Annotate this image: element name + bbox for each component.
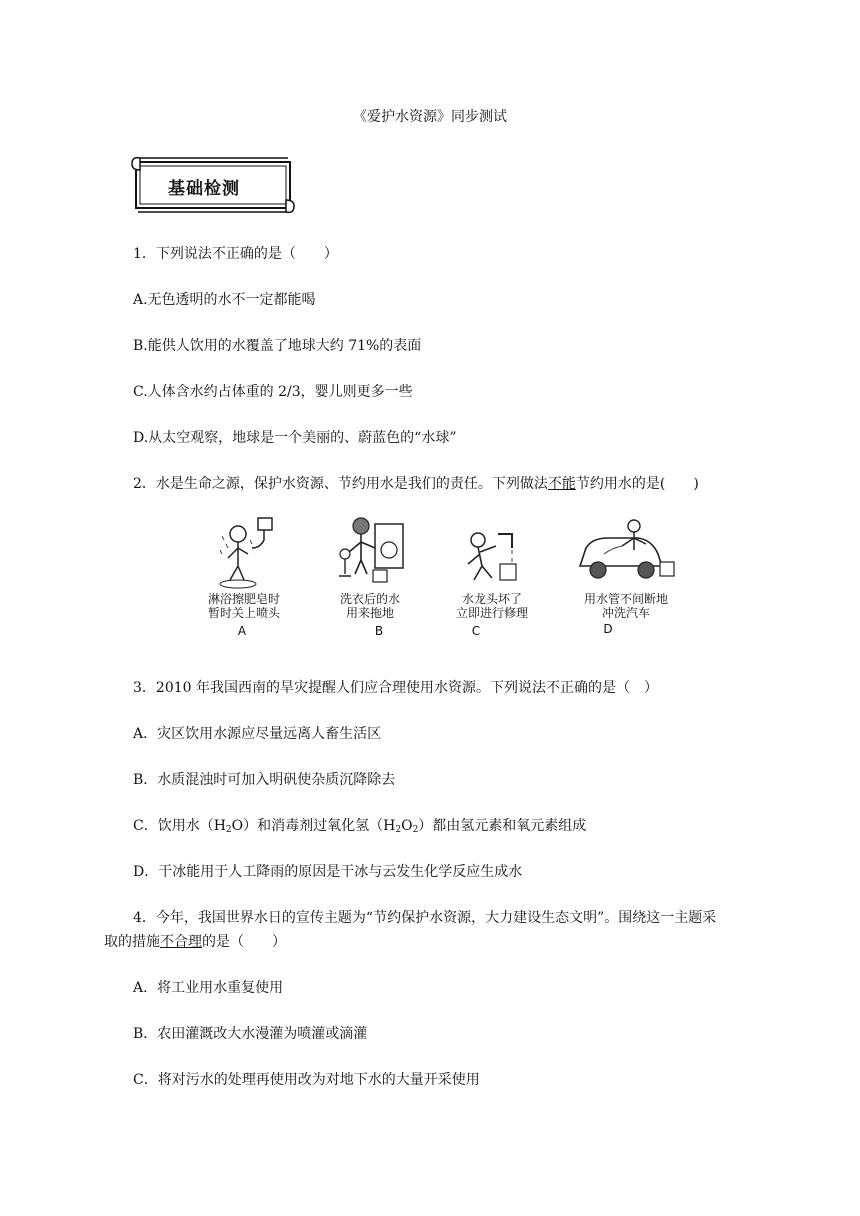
- q4-stem-pre: 取的措施: [104, 934, 160, 950]
- q3-option-c: C．饮用水$(H_2O)$和消毒剂过氧化氢$(H_2O_2)$都由氢元素和氧元素组成: [133, 818, 587, 835]
- pic-d-caption-line2: 冲洗汽车: [601, 606, 650, 620]
- pic-c-caption-line1: 水龙头坏了: [461, 592, 522, 606]
- pic-b-caption-line1: 洗衣后的水: [339, 592, 400, 606]
- q3-option-a: A．灾区饮用水源应尽量远离人畜生活区: [133, 726, 382, 742]
- pic-b-label: B: [374, 624, 384, 638]
- pic-a-caption-line2: 暂时关上喷头: [207, 606, 280, 620]
- q4-option-c: C．将对污水的处理再使用改为对地下水的大量开采使用: [133, 1072, 480, 1088]
- q1-option-a: A.无色透明的水不一定都能喝: [133, 292, 316, 308]
- q4-stem-line2: [104, 931, 286, 951]
- pic-a-caption: [194, 592, 294, 620]
- section-title: 基础检测: [168, 179, 240, 199]
- pic-d-label: D: [603, 622, 613, 636]
- q4-option-a: A．将工业用水重复使用: [133, 980, 284, 996]
- q2-stem: [133, 473, 699, 493]
- q3-c-part2: O）和消毒剂过氧化氢（H: [231, 818, 396, 834]
- pic-a-caption-line1: 淋浴擦肥皂时: [207, 592, 280, 606]
- pic-b-caption: [320, 592, 420, 620]
- page-title: 《爱护水资源》同步测试: [353, 109, 507, 125]
- q3-c-part1: C．饮用水（H: [133, 818, 226, 834]
- pic-c-caption-line2: 立即进行修理: [455, 606, 528, 620]
- car-wash-illustration-icon: [572, 514, 682, 594]
- q1-option-d: D.从太空观察，地球是一个美丽的、蔚蓝色的“水球”: [133, 430, 457, 446]
- q1-option-b: B.能供人饮用的水覆盖了地球大约 71%的表面: [133, 338, 422, 354]
- q3-option-d: D．干冰能用于人工降雨的原因是干冰与云发生化学反应生成水: [133, 864, 523, 880]
- shower-illustration-icon: [200, 514, 290, 594]
- q4-stem-underlined: 不合理: [160, 934, 202, 950]
- pic-c-label: C: [471, 624, 481, 638]
- q1-stem: 1．下列说法不正确的是（ ）: [133, 246, 338, 262]
- section-banner: [128, 154, 298, 214]
- laundry-mop-illustration-icon: [325, 514, 415, 594]
- q4-option-b: B．农田灌溉改大水漫灌为喷灌或滴灌: [133, 1026, 368, 1042]
- faucet-repair-illustration-icon: [448, 514, 538, 594]
- q4-stem-line1: 4．今年，我国世界水日的宣传主题为“节约保护水资源，大力建设生态文明”。围绕这一主题采: [133, 910, 717, 926]
- q1-option-c: C.人体含水约占体重的 2/3，婴儿则更多一些: [133, 384, 413, 400]
- q3-c-part3: O: [401, 818, 413, 834]
- pic-b-caption-line2: 用来拖地: [345, 606, 394, 620]
- q3-stem: 3．2010 年我国西南的旱灾提醒人们应合理使用水资源。下列说法不正确的是（ ）: [133, 680, 658, 696]
- q3-c-part4: ）都由氢元素和氧元素组成: [418, 818, 587, 834]
- pic-d-caption-line1: 用水管不间断地: [583, 592, 668, 606]
- q3-option-b: B．水质混浊时可加入明矾使杂质沉降除去: [133, 772, 396, 788]
- q2-stem-post: 节约用水的是( ): [575, 476, 699, 492]
- pic-c-caption: [442, 592, 542, 620]
- q2-stem-underlined: 不能: [547, 476, 576, 492]
- pic-d-caption: [576, 592, 676, 620]
- q4-stem-post: 的是（ ）: [202, 934, 286, 950]
- q2-stem-pre: 2．水是生命之源，保护水资源、节约用水是我们的责任。下列做法: [133, 476, 548, 492]
- pic-a-label: A: [237, 624, 247, 638]
